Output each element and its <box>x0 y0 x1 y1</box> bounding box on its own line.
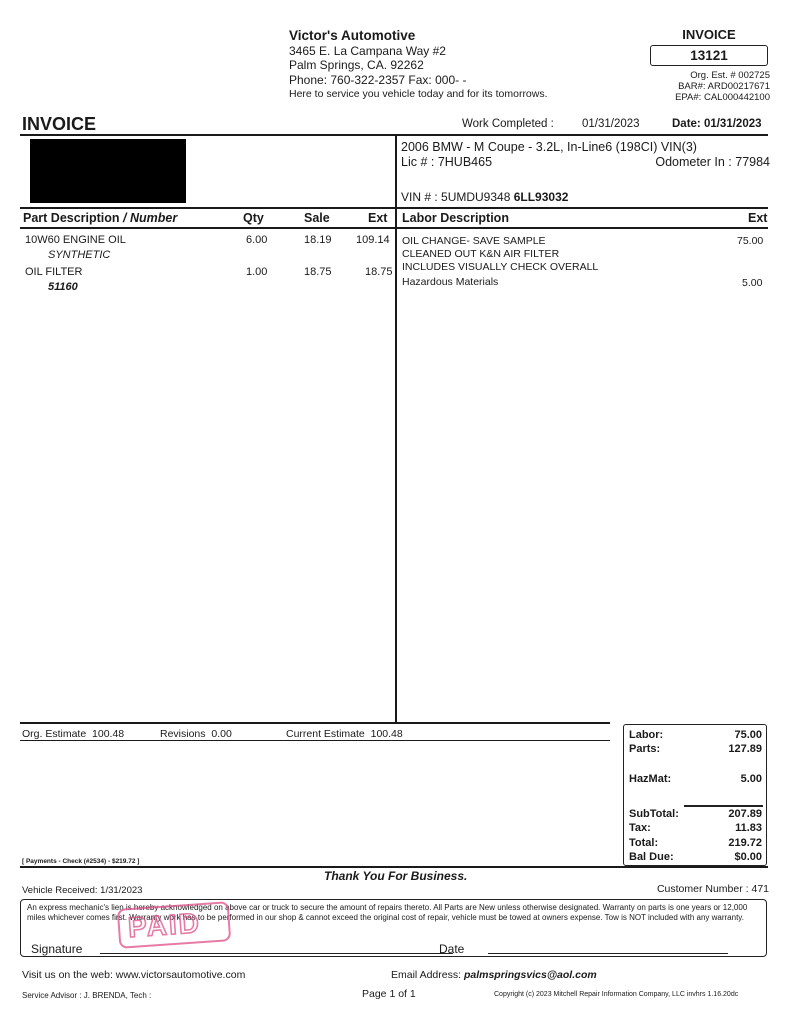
part-ext: 109.14 <box>356 234 390 246</box>
part-number: SYNTHETIC <box>48 249 111 261</box>
part-ext: 18.75 <box>365 266 393 278</box>
part-description-header: Part Description / Number <box>23 211 178 225</box>
thank-you-message: Thank You For Business. <box>324 869 468 883</box>
labor-line: CLEANED OUT K&N AIR FILTER <box>402 248 560 260</box>
page-number: Page 1 of 1 <box>362 988 416 1000</box>
customer-number: Customer Number : 471 <box>656 883 769 895</box>
part-number: 51160 <box>48 281 78 293</box>
labor-total: 75.00 <box>734 729 762 741</box>
table-top-border <box>20 207 768 209</box>
redacted-customer-info <box>30 139 186 203</box>
part-description: 10W60 ENGINE OIL <box>25 234 126 246</box>
totals-box <box>623 724 767 866</box>
parts-total: 127.89 <box>728 743 762 755</box>
ext-header: Ext <box>368 211 388 225</box>
bar-number: BAR#: ARD00217671 <box>678 81 770 92</box>
part-sale: 18.19 <box>304 234 332 246</box>
labor-ext: 75.00 <box>737 235 764 247</box>
tax-label: Tax: <box>629 822 651 834</box>
bal-due: $0.00 <box>734 851 762 863</box>
vin-suffix: 6LL93032 <box>513 190 569 204</box>
odometer-in: Odometer In : 77984 <box>655 155 770 169</box>
invoice-number-block <box>650 27 768 66</box>
payments-note: [ Payments - Check (#2534) - $219.72 ] <box>22 858 140 865</box>
labor-line: Hazardous Materials <box>402 276 499 288</box>
labor-total-label: Labor: <box>629 729 664 741</box>
revisions: Revisions 0.00 <box>160 728 232 740</box>
invoice-date: Date: 01/31/2023 <box>672 118 762 130</box>
bal-due-label: Bal Due: <box>629 851 674 863</box>
subtotal-divider <box>684 805 763 807</box>
footer-divider <box>20 866 768 868</box>
copyright: Copyright (c) 2023 Mitchell Repair Information Company, LLC invhrs 1.16.20dc <box>494 991 739 998</box>
sale-header: Sale <box>304 211 330 225</box>
company-tagline: Here to service you vehicle today and for its tomorrows. <box>289 88 548 100</box>
labor-line: OIL CHANGE- SAVE SAMPLE <box>402 235 546 247</box>
hazmat-total: 5.00 <box>740 773 762 785</box>
shop-registration <box>675 70 770 103</box>
vehicle-description: 2006 BMW - M Coupe - 3.2L, In-Line6 (198CI) VIN(3) <box>401 140 697 154</box>
vehicle-info <box>401 140 697 170</box>
vin-prefix: VIN # : 5UMDU9348 <box>401 190 514 204</box>
date-label: Date <box>439 942 465 956</box>
invoice-label: INVOICE <box>682 27 736 42</box>
epa-number: EPA#: CAL000442100 <box>675 92 770 103</box>
estimate-bottom-border <box>20 740 610 741</box>
part-sale: 18.75 <box>304 266 332 278</box>
signature-label: Signature <box>31 942 83 956</box>
subtotal: 207.89 <box>728 808 762 820</box>
paid-stamp <box>117 901 232 949</box>
vehicle-received: Vehicle Received: 1/31/2023 <box>22 885 143 896</box>
service-advisor: Service Advisor : J. BRENDA, Tech : <box>22 991 152 1000</box>
part-qty: 1.00 <box>246 266 268 278</box>
work-completed-label: Work Completed : <box>462 118 554 130</box>
header-divider <box>20 134 768 136</box>
part-qty: 6.00 <box>246 234 268 246</box>
column-divider <box>395 136 397 722</box>
company-address-line2: Palm Springs, CA. 92262 <box>289 58 424 72</box>
vehicle-vin <box>401 190 568 204</box>
total-label: Total: <box>629 837 659 849</box>
signature-line[interactable] <box>100 953 453 954</box>
header-bottom-border <box>20 227 768 229</box>
labor-description-header: Labor Description <box>402 211 509 225</box>
email-address: Email Address: palmspringsvics@aol.com <box>391 969 597 981</box>
email-link[interactable]: palmspringsvics@aol.com <box>463 969 597 981</box>
invoice-number: 13121 <box>650 45 768 66</box>
labor-ext: 5.00 <box>742 277 763 289</box>
paid-stamp-text: PAID <box>126 907 202 944</box>
estimate-top-border <box>20 722 610 724</box>
website: Visit us on the web: www.victorsautomotive.com <box>22 969 246 981</box>
labor-ext-header: Ext <box>748 211 768 225</box>
total: 219.72 <box>728 837 762 849</box>
qty-header: Qty <box>243 211 264 225</box>
org-estimate-number: Org. Est. # 002725 <box>690 70 770 81</box>
company-phone: Phone: 760-322-2357 Fax: 000- - <box>289 72 467 87</box>
hazmat-total-label: HazMat: <box>629 773 672 785</box>
part-description: OIL FILTER <box>25 266 83 278</box>
vehicle-license: Lic # : 7HUB465 <box>401 155 493 169</box>
parts-total-label: Parts: <box>629 743 661 755</box>
company-info <box>289 29 548 102</box>
company-address-line1: 3465 E. La Campana Way #2 <box>289 43 446 58</box>
tax: 11.83 <box>735 822 762 834</box>
work-completed-date: 01/31/2023 <box>582 118 640 130</box>
subtotal-label: SubTotal: <box>629 808 679 820</box>
current-estimate: Current Estimate 100.48 <box>286 728 403 740</box>
legal-terms-text: An express mechanic's lien is hereby acknowledged on above car or truck to secure the amount of repairs thereto. All Parts are New unless otherwise designated. Warranty on parts is one years or 12,000 miles whichever comes first. Warranty work has to be performed in our shop & cannot exceed the original cost of repair, vehicle must be towed at owners expense. Tow is NOT included with any warranty. <box>27 903 748 922</box>
invoice-title: INVOICE <box>22 114 97 134</box>
company-name: Victor's Automotive <box>289 28 416 43</box>
org-estimate: Org. Estimate 100.48 <box>22 728 125 740</box>
labor-line: INCLUDES VISUALLY CHECK OVERALL <box>402 261 599 273</box>
date-line[interactable] <box>488 953 728 954</box>
